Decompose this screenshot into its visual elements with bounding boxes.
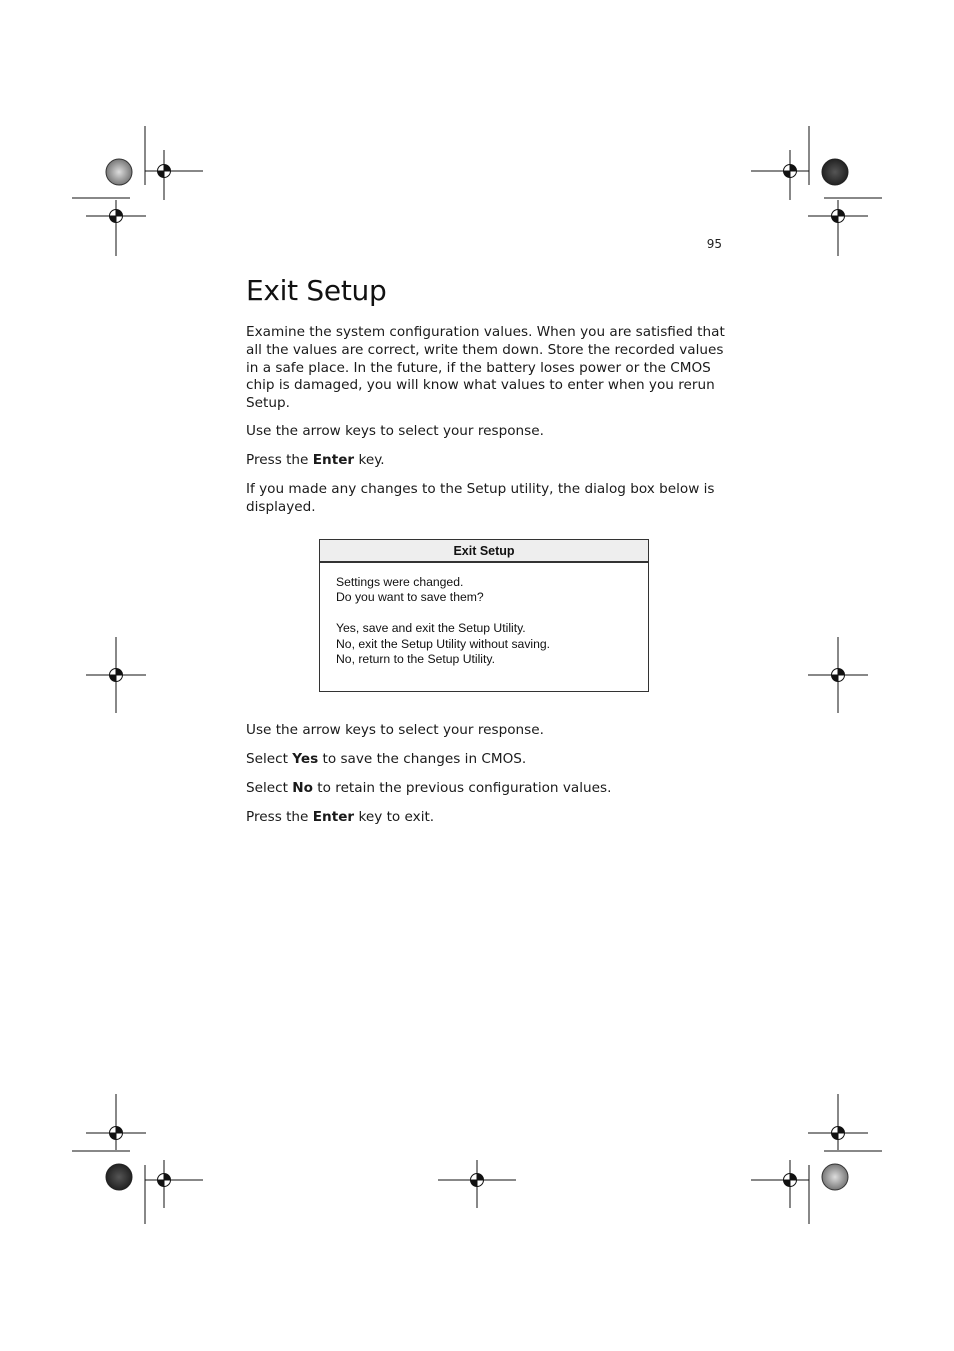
page-title: Exit Setup xyxy=(246,274,387,307)
registration-mark-icon xyxy=(828,206,848,226)
registration-mark-icon xyxy=(154,1170,174,1190)
color-target-icon xyxy=(106,1164,132,1190)
option-name: Yes xyxy=(292,751,319,767)
key-name: Enter xyxy=(312,452,355,468)
color-target-icon xyxy=(822,159,848,185)
key-name: Enter xyxy=(312,809,355,825)
crop-mark-top-left xyxy=(72,126,203,256)
registration-mark-icon xyxy=(106,206,126,226)
dialog-title: Exit Setup xyxy=(320,540,648,563)
dialog-message: Do you want to save them? xyxy=(336,590,484,605)
intro-paragraph: Examine the system configuration values. When you are satisfied that all the values are correct, write them down. Store the recorded values in a safe place. In the future, if the battery loses power or the CMOS chip is damaged, you will know what values to enter when you rerun Setup. xyxy=(246,324,725,412)
registration-mark-icon xyxy=(154,161,174,181)
option-name: No xyxy=(292,780,313,796)
instruction-press-enter-exit: Press the Enter key to exit. xyxy=(246,809,435,825)
registration-mark-icon xyxy=(780,1170,800,1190)
registration-mark-icon xyxy=(106,665,126,685)
instruction-press-enter: Press the Enter key. xyxy=(246,452,385,468)
instruction-arrow-keys: Use the arrow keys to select your response. xyxy=(246,423,544,439)
registration-mark-icon xyxy=(780,161,800,181)
registration-mark-icon xyxy=(828,1123,848,1143)
dialog-intro-paragraph: If you made any changes to the Setup utility, the dialog box below is displayed. xyxy=(246,481,715,515)
registration-mark-icon xyxy=(467,1170,487,1190)
registration-mark-icon xyxy=(828,665,848,685)
crop-mark-bottom-left xyxy=(72,1094,203,1224)
dialog-option-save-exit[interactable]: Yes, save and exit the Setup Utility. xyxy=(336,621,526,636)
exit-setup-dialog xyxy=(319,539,649,692)
dialog-message: Settings were changed. xyxy=(336,575,464,589)
dialog-option-return[interactable]: No, return to the Setup Utility. xyxy=(336,652,495,667)
crop-mark-bottom-right xyxy=(751,1094,882,1224)
color-target-icon xyxy=(106,159,132,185)
instruction-select-no: Select No to retain the previous configuration values. xyxy=(246,780,612,796)
registration-mark-icon xyxy=(106,1123,126,1143)
color-target-icon xyxy=(822,1164,848,1190)
crop-mark-top-right xyxy=(751,126,882,256)
dialog-option-exit-no-save[interactable]: No, exit the Setup Utility without saving. xyxy=(336,636,551,651)
instruction-arrow-keys-2: Use the arrow keys to select your response. xyxy=(246,722,544,738)
dialog-body xyxy=(320,563,648,667)
page-number: 95 xyxy=(706,237,722,251)
instruction-select-yes: Select Yes to save the changes in CMOS. xyxy=(246,751,527,767)
